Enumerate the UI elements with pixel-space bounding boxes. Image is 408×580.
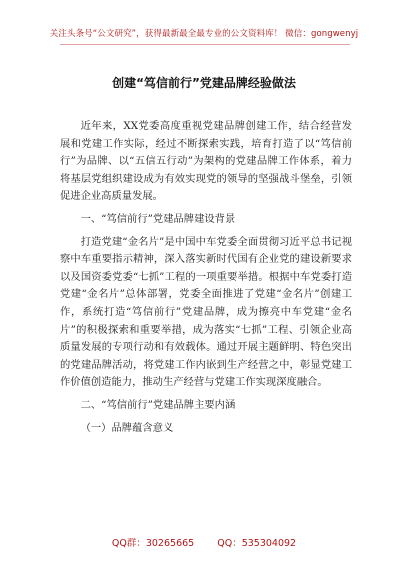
promo-banner: 关注头条号“公文研究”，获得最新最全最专业的公文资料库！ 微信：gongwenyj [49,29,359,39]
header-divider [60,44,350,45]
body-paragraph: 打造党建“金名片”是中国中车党委全面贯彻习近平总书记视察中车重要指示精神，深入落实新时代国有企业党的建设新要求以及国资委党委“七抓”工程的一项重要举措。根据中车党委打造党建“金名片”总体部署，党委全面推进了党建“金名片”创建工作，系统打造“笃信前行”党建品牌，成为擦亮中车党建“金名片”的积极探索和重要举措，成为落实“七抓”工程、引领企业高质量发展的专项行动和有效载体。通过开展主题鲜明、特色突出的党建品牌活动，将党建工作内嵌到生产经营之中，彰显党建工作价值创造能力，推动生产经营与党建工作实现深度融合。 [60,235,352,389]
qq-contact-link[interactable]: QQ：535304092 [217,538,297,549]
document-title: 创建“笃信前行”党建品牌经验做法 [112,76,296,90]
qq-group-link[interactable]: QQ群：30265665 [111,538,195,549]
subsection-heading: （一）品牌蕴含意义 [80,421,174,434]
section-heading-1: 一、“笃信前行”党建品牌建设背景 [80,212,236,225]
intro-paragraph: 近年来，XX党委高度重视党建品牌创建工作，结合经营发展和党建工作实际，经过不断探索实践，培育打造了以“笃信前行”为品牌、以“五信五行动”为架构的党建品牌工作体系，着力将基层党组织建设成为有效实现党的领导的坚强战斗堡垒，引领促进企业高质量发展。 [60,120,352,203]
section-heading-2: 二、“笃信前行”党建品牌主要内涵 [80,398,236,411]
document-body [60,118,352,442]
footer-contact [0,535,408,549]
